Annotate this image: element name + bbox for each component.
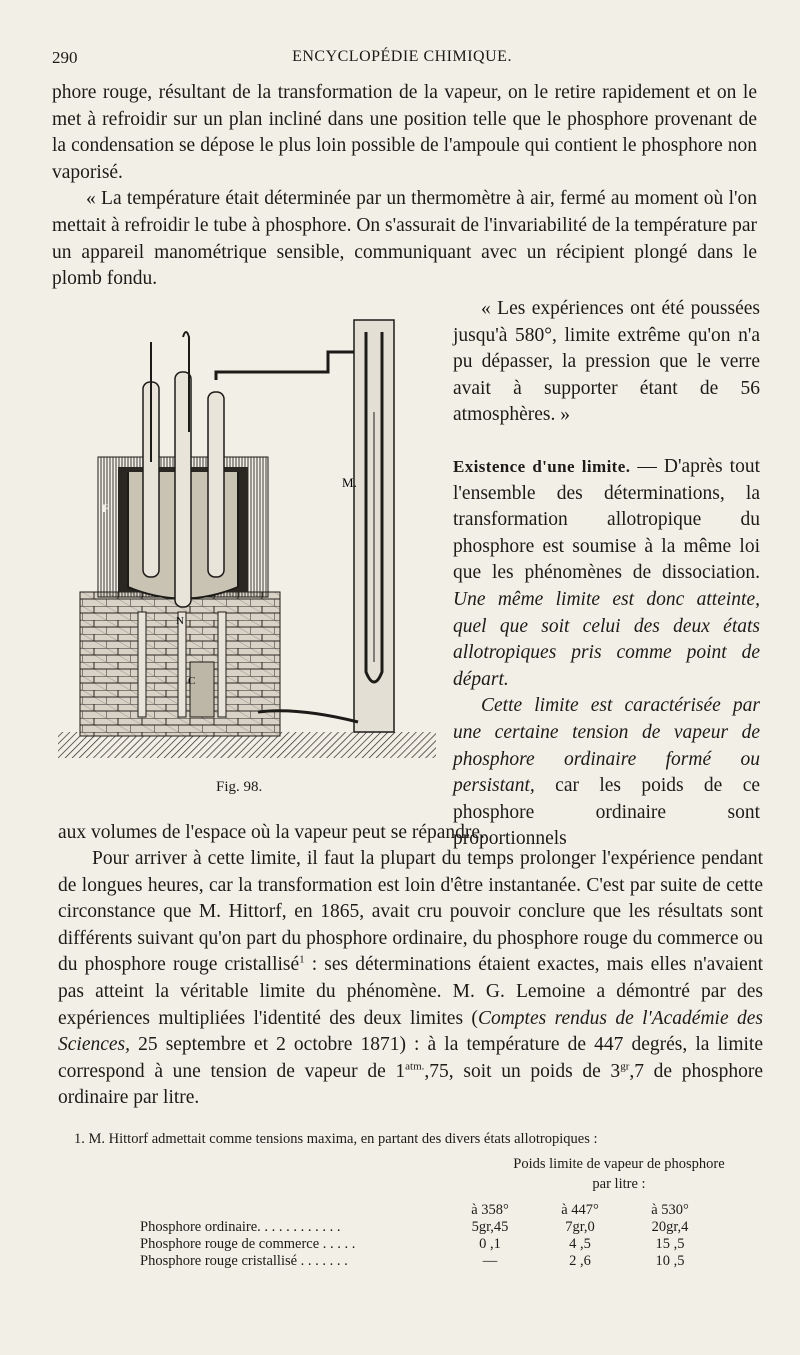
p1-italic: Comptes rendus de l'Académie des Sciences, bbox=[58, 1007, 763, 1056]
section-dash: — bbox=[630, 456, 664, 477]
table-cell: 2 ,6 bbox=[569, 1253, 591, 1269]
support-1 bbox=[138, 612, 146, 717]
table-cell: 5gr,45 bbox=[471, 1219, 509, 1235]
table-cell: 0 ,1 bbox=[479, 1236, 501, 1252]
figure-caption: Fig. 98. bbox=[216, 779, 263, 795]
table-row bbox=[140, 1253, 715, 1270]
top-text bbox=[52, 80, 757, 293]
table-cell: — bbox=[482, 1253, 498, 1269]
p1-text: Pour arriver à cette limite, il faut la plupart du temps prolonger l'expérience pendant de longues heures, car la transformation est loin d'être instantanée. C'est par suite de cette circonstance que M. Hittorf, en 1865, avait cru pouvoir conclure que les résultats sont différents suivant qu'on part du phosphore ordinaire, du phosphore rouge du commerce ou du phosphore rouge cristallisé bbox=[58, 848, 763, 976]
paragraph-temperature: « La température était déterminée par un thermomètre à air, fermé au moment où l'on mettait à refroidir le tube à phosphore. On s'assurait de l'invariabilité de la température par un appareil manométrique sensible, communiquant avec un récipient plongé dans le plomb fondu. bbox=[52, 188, 757, 290]
label-F: F bbox=[102, 501, 109, 515]
atm-sup: atm. bbox=[405, 1060, 425, 1073]
table-row bbox=[140, 1219, 715, 1236]
label-C: C bbox=[188, 675, 196, 687]
side-quote: « Les expériences ont été poussées jusqu'à 580°, limite extrême qu'on n'a pu dépasser, la pression que le verre avait à supporter étant de 56 atmosphères. » bbox=[453, 298, 760, 426]
table-cell: 10 ,5 bbox=[655, 1253, 685, 1269]
col-447: à 447° bbox=[561, 1202, 599, 1218]
support-2 bbox=[178, 612, 186, 717]
section-text-b-visible: car les poids de ce phosphore ordinaire sont proportionnels bbox=[453, 775, 760, 850]
figure-apparatus bbox=[58, 312, 438, 762]
section-text-a: D'après tout l'ensemble des déterminations, la transformation allotropique du phosphore est soumise à la même loi que les phénomènes de dissociation. bbox=[453, 456, 760, 584]
table-cell: 7gr,0 bbox=[565, 1219, 595, 1235]
section-continuation bbox=[58, 820, 758, 847]
col-358: à 358° bbox=[471, 1202, 509, 1218]
table-cell: 4 ,5 bbox=[569, 1236, 591, 1252]
footnote bbox=[74, 1128, 764, 1192]
footnote-head-1: Poids limite de vapeur de phosphore bbox=[513, 1156, 725, 1172]
support-3 bbox=[218, 612, 226, 717]
burner bbox=[190, 662, 214, 717]
running-title: ENCYCLOPÉDIE CHIMIQUE. bbox=[292, 48, 512, 65]
p1e-text: ,7 de phosphore ordinaire par litre. bbox=[58, 1060, 763, 1109]
footnote-table bbox=[140, 1202, 715, 1270]
table-header-row bbox=[140, 1202, 715, 1219]
main-paragraph bbox=[58, 846, 763, 1112]
footnote-note: 1. M. Hittorf admettait comme tensions maxima, en partant des divers états allotropiques : bbox=[74, 1131, 598, 1147]
apparatus-illustration bbox=[58, 312, 438, 762]
gr-sup: gr bbox=[620, 1060, 630, 1073]
page-header bbox=[52, 48, 752, 74]
label-N: N bbox=[176, 615, 184, 627]
p1d-text: ,75, soit un poids de 3 bbox=[424, 1060, 621, 1082]
section-italic-b: Cette limite est caractérisée par une certaine tension de vapeur de phosphore ordinaire formé ou persistant, bbox=[453, 695, 760, 797]
row-label: Phosphore ordinaire. . . . . . . . . . . . bbox=[140, 1219, 341, 1235]
paragraph-continuation: phore rouge, résultant de la transformation de la vapeur, on le retire rapidement et on le met à refroidir sur un plan incliné dans une position telle que le phosphore provenant de la condensation se dépose le plus loin possible de l'ampoule qui contient le phosphore non vaporisé. bbox=[52, 82, 757, 183]
p1c-text: 25 septembre et 2 octobre 1871) : à la température de 447 degrés, la limite correspond à une tension de vapeur de 1 bbox=[58, 1034, 763, 1082]
row-label: Phosphore rouge cristallisé . . . . . . . bbox=[140, 1253, 348, 1269]
page-number: 290 bbox=[52, 48, 78, 67]
table-cell: 15 ,5 bbox=[655, 1236, 685, 1252]
table-row bbox=[140, 1236, 715, 1253]
col-530: à 530° bbox=[651, 1202, 689, 1218]
row-label: Phosphore rouge de commerce . . . . . bbox=[140, 1236, 356, 1252]
label-M: M. bbox=[342, 475, 357, 490]
section-title: Existence d'une limite. bbox=[453, 457, 631, 476]
tube-right bbox=[208, 392, 224, 577]
section-continuation-line: aux volumes de l'espace où la vapeur peut se répandre. bbox=[58, 822, 485, 843]
section-italic-a: Une même limite est donc atteinte, quel que soit celui des deux états allotropiques pris comme point de départ. bbox=[453, 588, 760, 690]
footnote-ref[interactable]: 1 bbox=[299, 953, 305, 966]
footnote-head-2: par litre : bbox=[592, 1176, 646, 1192]
table-cell: 20gr,4 bbox=[651, 1219, 689, 1235]
section-existence bbox=[453, 454, 760, 853]
paragraph-hittorf bbox=[58, 846, 763, 1112]
p1b-text: : ses déterminations étaient exactes, mais elles n'avaient pas atteint la véritable limite du phénomène. M. G. Lemoine a démontré par des expériences multipliées l'identité des deux limites ( bbox=[58, 954, 763, 1029]
